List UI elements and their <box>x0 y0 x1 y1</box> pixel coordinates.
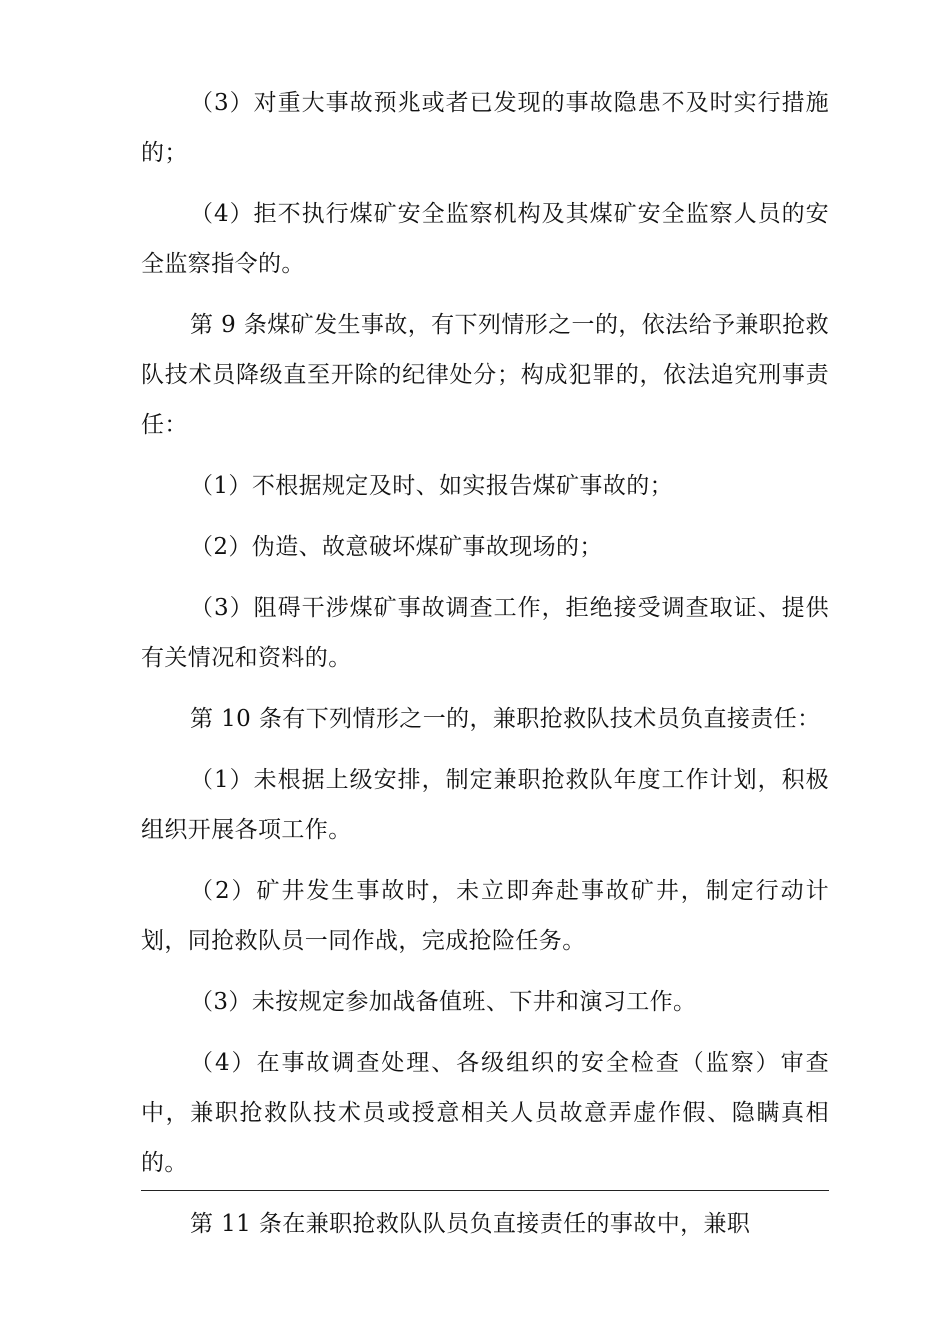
paragraph-article-9-item-1: （1）不根据规定及时、如实报告煤矿事故的； <box>190 473 674 499</box>
paragraph-article-10-item-1: （1）未根据上级安排，制定兼职抢救队年度工作计划，积极组织开展各项工作。 <box>141 767 829 843</box>
document-body <box>141 78 829 1260</box>
paragraph-item-4-refuse-directive: （4）拒不执行煤矿安全监察机构及其煤矿安全监察人员的安全监察指令的。 <box>141 201 829 277</box>
paragraph-article-9-item-2: （2）伪造、故意破坏煤矿事故现场的； <box>190 534 603 560</box>
footer-divider <box>141 1190 829 1191</box>
paragraph-item-3-precursor: （3）对重大事故预兆或者已发现的事故隐患不及时实行措施的； <box>141 90 829 166</box>
paragraph-article-9: 第 9 条煤矿发生事故，有下列情形之一的，依法给予兼职抢救队技术员降级直至开除的纪律处分；构成犯罪的，依法追究刑事责任： <box>141 312 829 438</box>
paragraph-article-10: 第 10 条有下列情形之一的，兼职抢救队技术员负直接责任： <box>190 706 821 732</box>
paragraph-article-10-item-2: （2）矿井发生事故时，未立即奔赴事故矿井，制定行动计划，同抢救队员一同作战，完成抢险任务。 <box>141 878 829 954</box>
paragraph-article-9-item-3: （3）阻碍干涉煤矿事故调查工作，拒绝接受调查取证、提供有关情况和资料的。 <box>141 595 829 671</box>
paragraph-article-11: 第 11 条在兼职抢救队队员负直接责任的事故中，兼职 <box>190 1211 751 1237</box>
paragraph-article-10-item-4: （4）在事故调查处理、各级组织的安全检查（监察）审查中，兼职抢救队技术员或授意相关人员故意弄虚作假、隐瞒真相的。 <box>141 1050 829 1176</box>
paragraph-article-10-item-3: （3）未按规定参加战备值班、下井和演习工作。 <box>190 989 697 1015</box>
